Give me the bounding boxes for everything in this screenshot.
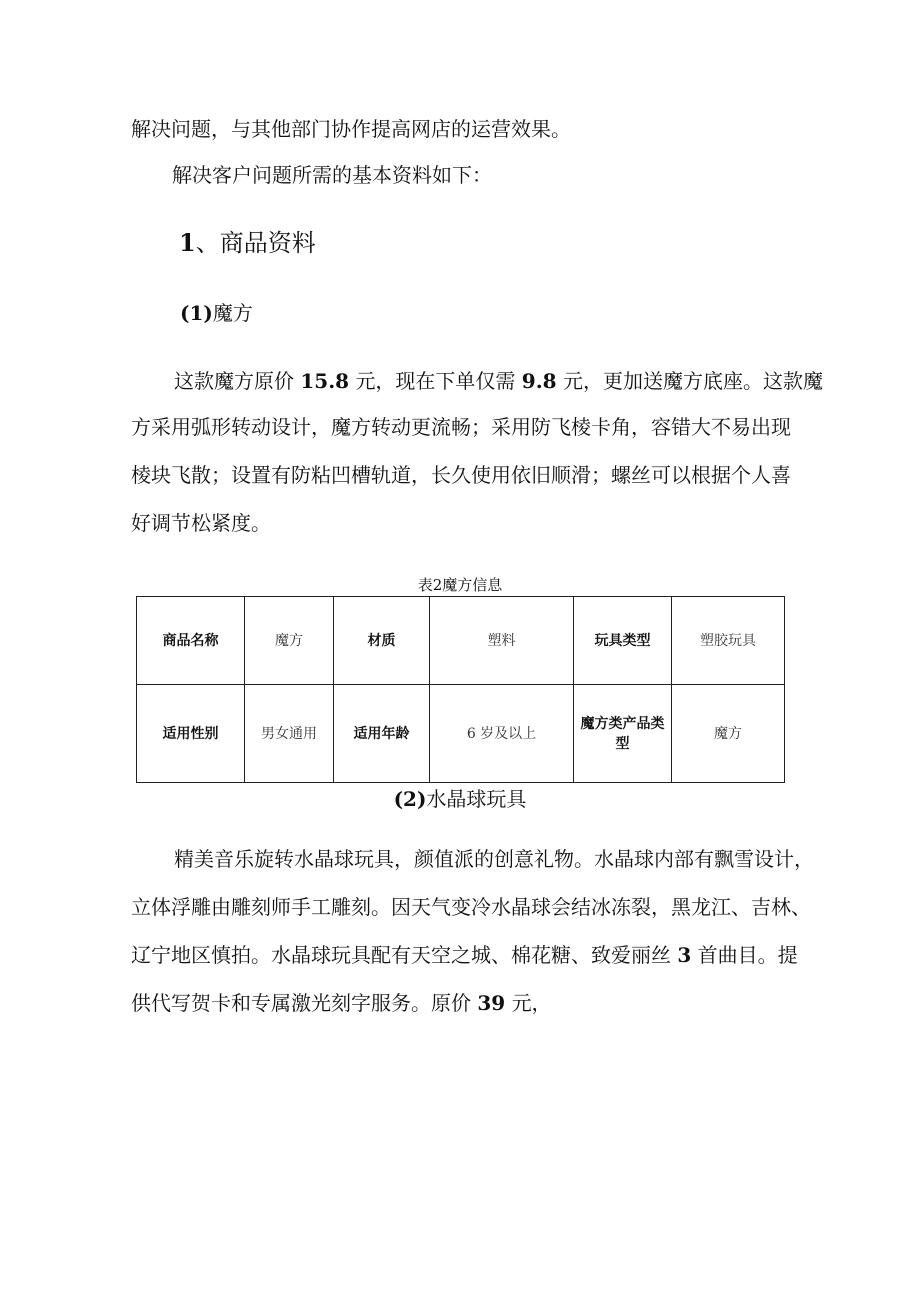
crystal-desc-line-2 — [131, 894, 811, 920]
crystal-desc-2: 立体浮雕由雕刻师手工雕刻。因天气变冷水晶球会结冰冻裂，黑龙江、吉林、 — [131, 895, 811, 919]
table-row — [137, 685, 785, 783]
table-label-cell: 商品名称 — [137, 597, 245, 685]
table-label-cell: 适用年龄 — [334, 685, 430, 783]
cube-sale-price: 9.8 — [521, 369, 557, 393]
table-value-cell: 男女通用 — [245, 685, 334, 783]
section-number: 1 — [179, 228, 196, 257]
crystal-song-count: 3 — [677, 943, 692, 967]
cube-heading-text: 魔方 — [212, 301, 253, 325]
intro-line-1 — [131, 116, 571, 142]
cube-heading-number: (1) — [180, 301, 213, 325]
cube-desc-line-2 — [131, 414, 791, 440]
caption-prefix: 表 — [417, 576, 433, 594]
crystal-desc-4a: 供代写贺卡和专属激光刻字服务。原价 — [131, 991, 471, 1015]
caption-number: 2 — [432, 576, 443, 594]
crystal-desc-3b: 首曲目。提 — [697, 943, 798, 967]
caption-text: 魔方信息 — [442, 576, 503, 594]
table-value-cell: 魔方 — [245, 597, 334, 685]
crystal-heading-text: 水晶球玩具 — [426, 787, 527, 811]
crystal-desc-1: 精美音乐旋转水晶球玩具，颜值派的创意礼物。水晶球内部有飘雪设计， — [174, 847, 814, 871]
table-value-cell: 6 岁及以上 — [430, 685, 574, 783]
table-caption — [0, 575, 920, 595]
table-label-cell: 魔方类产品类型 — [574, 685, 672, 783]
cube-desc-1c: 元，更加送魔方底座。这款魔 — [562, 369, 823, 393]
crystal-desc-4b: 元， — [511, 991, 552, 1015]
table-value-cell: 塑料 — [430, 597, 574, 685]
table-label-cell: 材质 — [334, 597, 430, 685]
cube-info-table — [136, 596, 785, 783]
cube-original-price: 15.8 — [300, 369, 350, 393]
table-label-cell: 适用性别 — [137, 685, 245, 783]
section-heading — [179, 228, 316, 258]
crystal-desc-3a: 辽宁地区慎拍。水晶球玩具配有天空之城、棉花糖、致爱丽丝 — [131, 943, 671, 967]
cube-desc-line-1 — [174, 368, 823, 394]
cube-desc-line-3 — [131, 462, 791, 488]
cube-heading — [180, 300, 253, 326]
crystal-desc-line-1 — [174, 846, 814, 872]
section-title: 、商品资料 — [195, 229, 316, 257]
table-label-cell: 玩具类型 — [574, 597, 672, 685]
intro-line-2-text: 解决客户问题所需的基本资料如下： — [172, 163, 492, 187]
cube-desc-4: 好调节松紧度。 — [131, 511, 271, 535]
cube-desc-line-4 — [131, 510, 271, 536]
table-value-cell: 魔方 — [672, 685, 785, 783]
crystal-original-price: 39 — [477, 991, 506, 1015]
cube-desc-2: 方采用弧形转动设计，魔方转动更流畅；采用防飞棱卡角，容错大不易出现 — [131, 415, 791, 439]
crystal-desc-line-3 — [131, 942, 798, 968]
intro-line-2 — [172, 162, 492, 188]
crystal-ball-heading — [0, 786, 920, 812]
crystal-heading-number: (2) — [393, 787, 427, 811]
intro-line-1-text: 解决问题，与其他部门协作提高网店的运营效果。 — [131, 117, 571, 141]
crystal-desc-line-4 — [131, 990, 552, 1016]
cube-desc-1a: 这款魔方原价 — [174, 369, 294, 393]
cube-desc-3: 棱块飞散；设置有防粘凹槽轨道，长久使用依旧顺滑；螺丝可以根据个人喜 — [131, 463, 791, 487]
table-value-cell: 塑胶玩具 — [672, 597, 785, 685]
cube-desc-1b: 元，现在下单仅需 — [355, 369, 516, 393]
table-row — [137, 597, 785, 685]
